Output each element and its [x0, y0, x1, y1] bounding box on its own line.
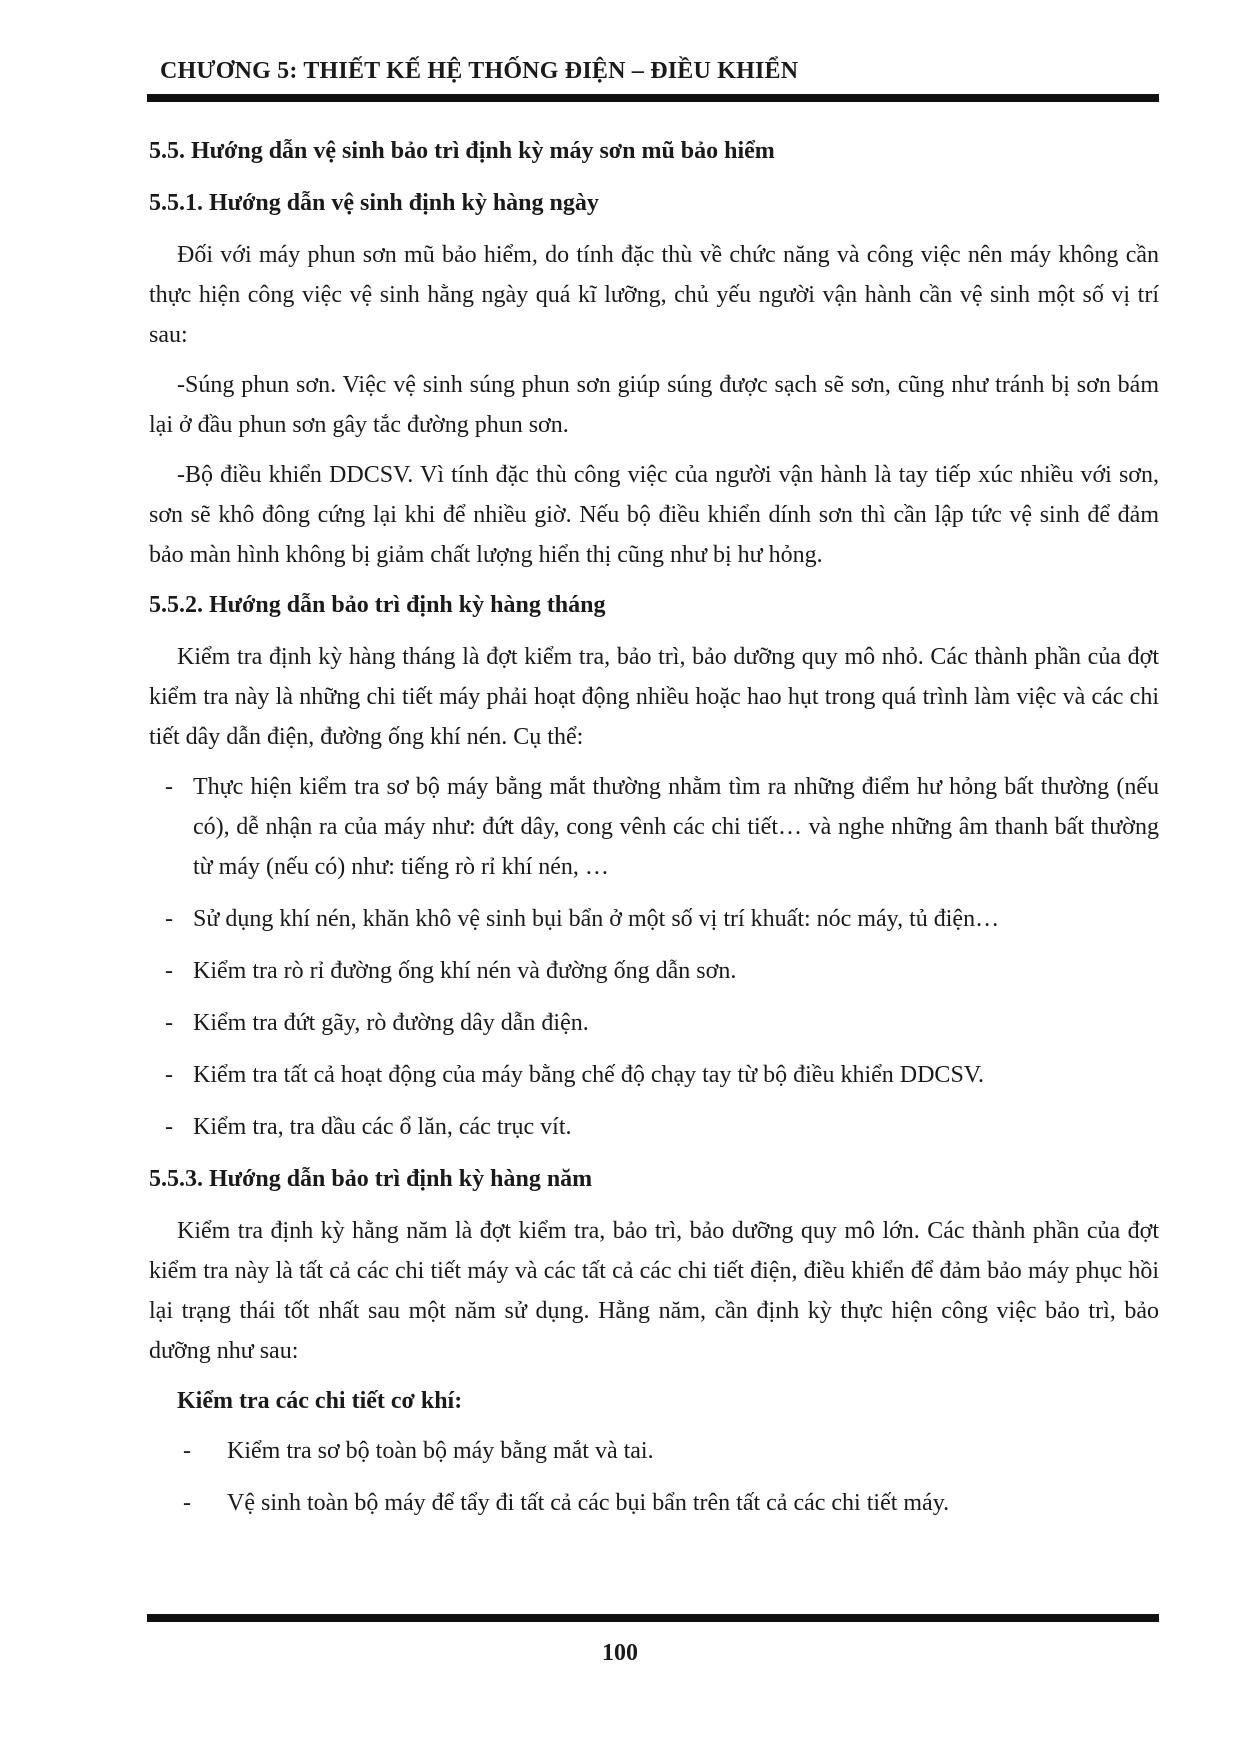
dash-marker: - — [165, 1010, 173, 1036]
list-item-text: Kiểm tra đứt gãy, rò đường dây dẫn điện. — [193, 1010, 589, 1036]
dash-marker: - — [165, 906, 173, 932]
list-item — [163, 767, 1159, 887]
list-item-text: Thực hiện kiểm tra sơ bộ máy bằng mắt thường nhằm tìm ra những điểm hư hỏng bất thường (nếu có), dễ nhận ra của máy như: đứt dây, cong vênh các chi tiết… và nghe những âm thanh bất thường từ máy (nếu có) như: tiếng rò rỉ khí nén, … — [193, 774, 1159, 880]
daily-item-controller: -Bộ điều khiển DDCSV. Vì tính đặc thù công việc của người vận hành là tay tiếp xúc nhiều với sơn, sơn sẽ khô đông cứng lại khi để nhiều giờ. Nếu bộ điều khiển dính sơn thì cần lập tức vệ sinh để đảm bảo màn hình không bị giảm chất lượng hiển thị cũng như bị hư hỏng. — [149, 462, 1159, 568]
list-item-text: Sử dụng khí nén, khăn khô vệ sinh bụi bẩn ở một số vị trí khuất: nóc máy, tủ điện… — [193, 906, 1000, 932]
list-item-text: Vệ sinh toàn bộ máy để tẩy đi tất cả các bụi bẩn trên tất cả các chi tiết máy. — [227, 1490, 950, 1516]
list-item-text: Kiểm tra, tra dầu các ổ lăn, các trục vít. — [193, 1114, 572, 1140]
list-item — [163, 1003, 1159, 1043]
chapter-header: CHƯƠNG 5: THIẾT KẾ HỆ THỐNG ĐIỆN – ĐIỀU KHIỂN — [160, 58, 799, 84]
daily-item-spray-gun: -Súng phun sơn. Việc vệ sinh súng phun sơn giúp súng được sạch sẽ sơn, cũng như tránh bị sơn bám lại ở đầu phun sơn gây tắc đường phun sơn. — [149, 372, 1159, 438]
header-rule — [147, 94, 1159, 102]
yearly-heading: 5.5.3. Hướng dẫn bảo trì định kỳ hàng năm — [149, 1166, 593, 1192]
section-title: 5.5. Hướng dẫn vệ sinh bảo trì định kỳ máy sơn mũ bảo hiểm — [149, 138, 775, 164]
footer-rule — [147, 1614, 1159, 1622]
list-item-text: Kiểm tra tất cả hoạt động của máy bằng chế độ chạy tay từ bộ điều khiển DDCSV. — [193, 1062, 985, 1088]
list-item — [163, 1107, 1159, 1147]
monthly-intro: Kiểm tra định kỳ hàng tháng là đợt kiểm tra, bảo trì, bảo dưỡng quy mô nhỏ. Các thành phần của đợt kiểm tra này là những chi tiết máy phải hoạt động nhiều hoặc hao hụt trong quá trình làm việc và các chi tiết dây dẫn điện, đường ống khí nén. Cụ thể: — [149, 644, 1159, 750]
yearly-intro: Kiểm tra định kỳ hằng năm là đợt kiểm tra, bảo trì, bảo dưỡng quy mô lớn. Các thành phần của đợt kiểm tra này là tất cả các chi tiết máy và các tất cả các chi tiết điện, điều khiển để đảm bảo máy phục hồi lại trạng thái tốt nhất sau một năm sử dụng. Hằng năm, cần định kỳ thực hiện công việc bảo trì, bảo dưỡng như sau: — [149, 1218, 1159, 1364]
daily-intro: Đối với máy phun sơn mũ bảo hiểm, do tính đặc thù về chức năng và công việc nên máy không cần thực hiện công việc vệ sinh hằng ngày quá kĩ lưỡng, chủ yếu người vận hành cần vệ sinh một số vị trí sau: — [149, 242, 1159, 348]
list-item — [163, 1055, 1159, 1095]
dash-marker: - — [183, 1438, 191, 1464]
list-item-text: Kiểm tra sơ bộ toàn bộ máy bằng mắt và tai. — [227, 1438, 654, 1464]
list-item — [163, 951, 1159, 991]
list-item — [177, 1483, 1159, 1523]
list-item-text: Kiểm tra rò rỉ đường ống khí nén và đường ống dẫn sơn. — [193, 958, 737, 984]
page-body — [149, 131, 1159, 1535]
mechanical-check-heading: Kiểm tra các chi tiết cơ khí: — [177, 1388, 463, 1414]
list-item — [163, 899, 1159, 939]
dash-marker: - — [165, 1062, 173, 1088]
dash-marker: - — [165, 958, 173, 984]
dash-marker: - — [165, 774, 173, 800]
daily-heading: 5.5.1. Hướng dẫn vệ sinh định kỳ hàng ngày — [149, 190, 599, 216]
dash-marker: - — [165, 1114, 173, 1140]
page-number: 100 — [602, 1640, 638, 1666]
dash-marker: - — [183, 1490, 191, 1516]
monthly-heading: 5.5.2. Hướng dẫn bảo trì định kỳ hàng tháng — [149, 592, 606, 618]
list-item — [177, 1431, 1159, 1471]
